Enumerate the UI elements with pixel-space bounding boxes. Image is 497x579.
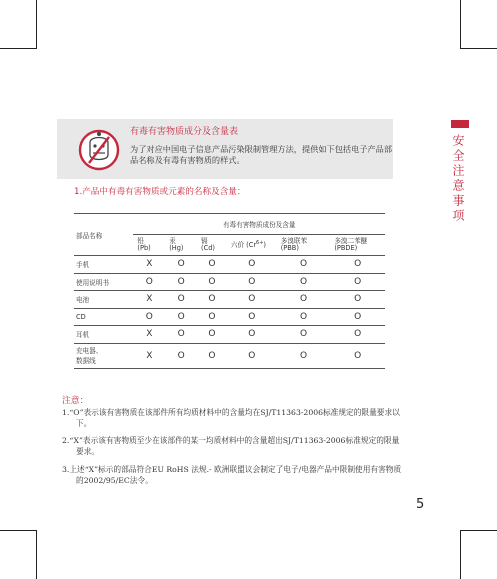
- crop-mark: [460, 0, 461, 49]
- crop-mark: [0, 530, 37, 531]
- intro-body: 为了对应中国电子信息产品污染限制管理方法，提供如下包括电子产品部品名称及有毒有害物质的样式。: [130, 144, 393, 165]
- substance-group-header: 有毒有害物质成份及含量: [133, 214, 385, 235]
- table-cell: O: [330, 326, 385, 344]
- table-cell: O: [227, 291, 277, 309]
- table-cell: O: [330, 291, 385, 309]
- table-row: [74, 326, 385, 344]
- table-cell: O: [165, 326, 197, 344]
- table-cell: O: [277, 273, 331, 291]
- table-cell: X: [133, 256, 165, 274]
- table-cell: O: [197, 291, 227, 309]
- table-cell: O: [133, 273, 165, 291]
- note-item-1: 1.“O”表示该有害物质在该部件所有均质材料中的含量均在SJ/T11363-2006标准规定的限量要求以下。: [62, 408, 400, 428]
- part-name-header: 部品名称: [74, 214, 133, 256]
- table-cell: O: [165, 291, 197, 309]
- table-cell: O: [330, 308, 385, 326]
- notes-heading: 注意：: [62, 396, 89, 406]
- table-cell: O: [227, 343, 277, 368]
- table-cell: O: [197, 326, 227, 344]
- table-cell: O: [277, 326, 331, 344]
- column-header-lead: 铅 (Pb): [133, 235, 165, 256]
- table-cell: X: [133, 343, 165, 368]
- table-cell: O: [227, 326, 277, 344]
- crop-mark: [460, 48, 497, 49]
- part-name: 耳机: [74, 326, 133, 344]
- table-cell: O: [277, 308, 331, 326]
- table-cell: O: [197, 308, 227, 326]
- table-cell: O: [165, 256, 197, 274]
- part-name: 手机: [74, 256, 133, 274]
- table-cell: O: [197, 256, 227, 274]
- table-cell: O: [330, 273, 385, 291]
- table-cell: O: [330, 256, 385, 274]
- intro-title: 有毒有害物质成分及含量表: [130, 127, 239, 137]
- column-header-chromium: 六价 $(Cr^{6+})$: [227, 235, 277, 256]
- crop-mark: [36, 530, 37, 579]
- side-accent-bar: [451, 120, 469, 128]
- table-row: [74, 343, 385, 368]
- section-heading: 1.产品中有毒有害物质或元素的名称及含量：: [74, 187, 246, 197]
- table-cell: O: [197, 273, 227, 291]
- table-cell: O: [227, 308, 277, 326]
- table-cell: X: [133, 291, 165, 309]
- crop-mark: [0, 48, 37, 49]
- crop-mark: [460, 530, 461, 579]
- table-cell: O: [227, 273, 277, 291]
- table-cell: O: [197, 343, 227, 368]
- table-row: [74, 308, 385, 326]
- part-name: 使用说明书: [74, 273, 133, 291]
- hazard-substance-table: [74, 213, 385, 369]
- crop-mark: [460, 530, 497, 531]
- part-name: CD: [74, 308, 133, 326]
- table-cell: O: [227, 256, 277, 274]
- part-name: 电池: [74, 291, 133, 309]
- side-section-title: 安全注意事项: [451, 134, 465, 224]
- table-cell: O: [165, 308, 197, 326]
- column-header-mercury: 汞 (Hg): [165, 235, 197, 256]
- table-cell: O: [133, 308, 165, 326]
- table-row: [74, 273, 385, 291]
- table-cell: O: [165, 273, 197, 291]
- table-cell: O: [277, 343, 331, 368]
- eco-logo-icon: [77, 127, 121, 173]
- table-cell: O: [277, 256, 331, 274]
- column-header-cadmium: 镉 (Cd): [197, 235, 227, 256]
- page-number: 5: [416, 497, 425, 512]
- column-header-pbb: 多溴联苯 (PBB): [277, 235, 331, 256]
- table-row: [74, 256, 385, 274]
- column-header-pbde: 多溴二苯醚 (PBDE): [330, 235, 385, 256]
- table-cell: O: [165, 343, 197, 368]
- table-cell: O: [330, 343, 385, 368]
- table-cell: O: [277, 291, 331, 309]
- note-item-2: 2.“X”表示该有害物质至少在该部件的某一均质材料中的含量超出SJ/T11363-2006标准规定的限量要求。: [62, 436, 400, 456]
- note-item-3: 3.上述“X”标示的部品符合EU RoHS 法规.- 欧洲联盟议会制定了电子/电器产品中限制使用有害物质的2002/95/EC法令。: [62, 465, 402, 485]
- table-cell: X: [133, 326, 165, 344]
- table-row: [74, 291, 385, 309]
- part-name: 充电器、 数据线: [74, 343, 133, 368]
- crop-mark: [36, 0, 37, 49]
